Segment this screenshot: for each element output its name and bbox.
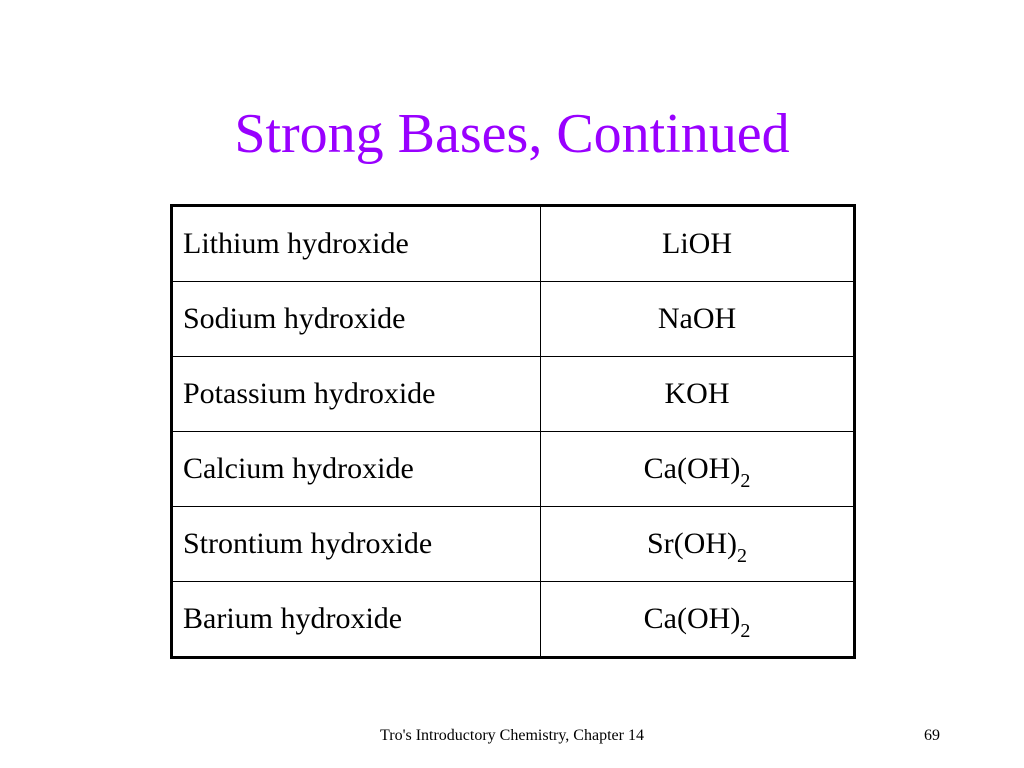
page-number: 69 bbox=[924, 727, 940, 744]
base-formula-cell bbox=[541, 582, 855, 658]
slide-title: Strong Bases, Continued bbox=[234, 103, 790, 165]
formula-subscript: 2 bbox=[740, 620, 751, 642]
table-row bbox=[172, 282, 855, 357]
formula-text: Ca(OH) bbox=[643, 602, 741, 635]
table-row bbox=[172, 206, 855, 282]
base-name-cell: Barium hydroxide bbox=[172, 582, 541, 658]
strong-bases-table bbox=[170, 204, 856, 659]
base-formula-cell bbox=[541, 282, 855, 357]
base-name-cell: Lithium hydroxide bbox=[172, 206, 541, 282]
formula-text: KOH bbox=[664, 377, 730, 410]
table-row bbox=[172, 432, 855, 507]
base-name-cell: Strontium hydroxide bbox=[172, 507, 541, 582]
base-formula-cell bbox=[541, 357, 855, 432]
base-name-cell: Sodium hydroxide bbox=[172, 282, 541, 357]
formula-subscript: 2 bbox=[740, 470, 751, 492]
table-row bbox=[172, 357, 855, 432]
formula-subscript: 2 bbox=[737, 545, 747, 567]
footer-text: Tro's Introductory Chemistry, Chapter 14 bbox=[380, 727, 644, 744]
base-formula-cell bbox=[541, 507, 855, 582]
table-row bbox=[172, 507, 855, 582]
formula-text: Ca(OH) bbox=[643, 452, 741, 485]
base-formula-cell bbox=[541, 432, 855, 507]
formula-text: Sr(OH) bbox=[647, 527, 737, 560]
base-name-cell: Potassium hydroxide bbox=[172, 357, 541, 432]
base-name-cell: Calcium hydroxide bbox=[172, 432, 541, 507]
table-row bbox=[172, 582, 855, 658]
formula-text: LiOH bbox=[662, 227, 732, 260]
formula-text: NaOH bbox=[657, 302, 737, 335]
base-formula-cell bbox=[541, 206, 855, 282]
